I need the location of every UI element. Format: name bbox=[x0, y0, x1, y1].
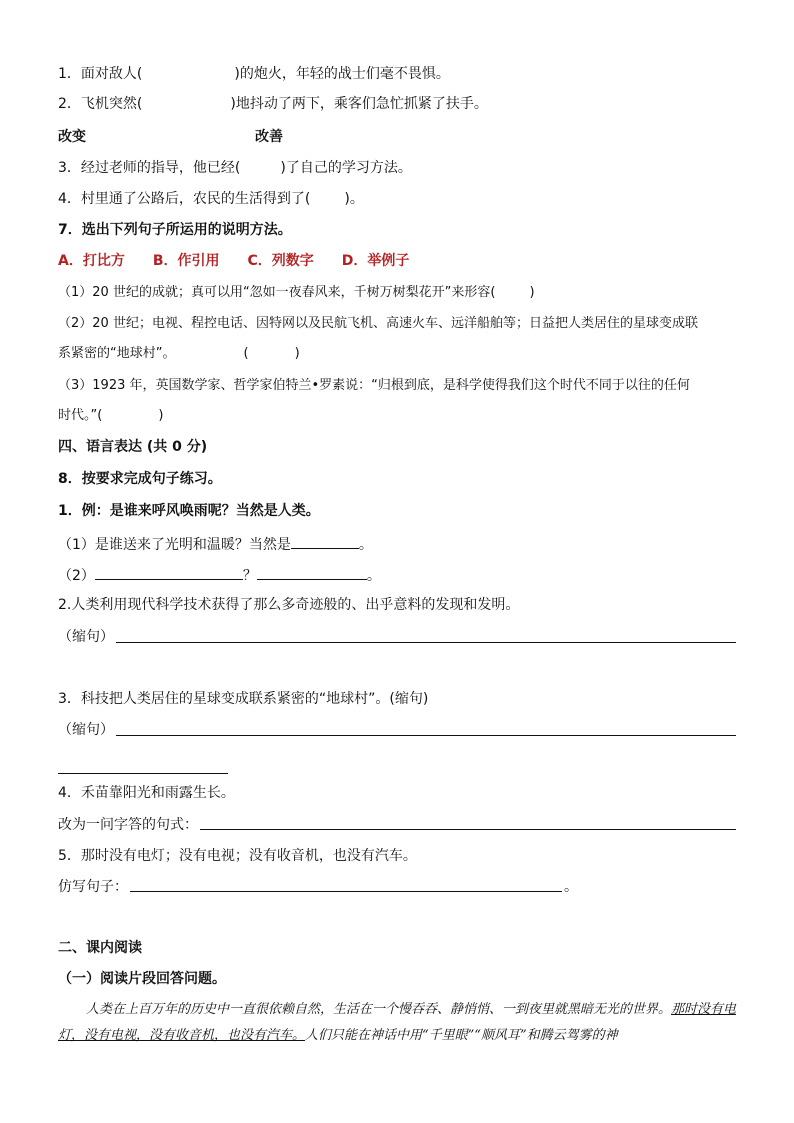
q7-item-3-close: ) bbox=[158, 408, 164, 423]
q7-item-2-line1: （2）20 世纪；电视、程控电话、因特网以及民航飞机、高速火车、远洋船舶等；日益把人类居住的星球变成联 bbox=[58, 316, 698, 331]
q7-title: 7．选出下列句子所运用的说明方法。 bbox=[58, 222, 292, 238]
section-4-title: 四、语言表达 (共 0 分) bbox=[58, 439, 208, 455]
q7-item-2-close: ) bbox=[294, 346, 300, 361]
q8-ex2-label: （2） bbox=[58, 568, 95, 584]
q8-s3-answer-line[interactable] bbox=[116, 735, 736, 736]
q5-s2-num: 2． bbox=[58, 96, 81, 112]
q5-s1-after: )的炮火，年轻的战士们毫不畏惧。 bbox=[234, 66, 450, 82]
q6-s4-before: 村里通了公路后，农民的生活得到了( bbox=[80, 191, 311, 207]
q8-s5-label: 仿写句子： bbox=[58, 879, 128, 895]
q7-item-1 bbox=[58, 283, 535, 303]
q8-s2-answer-line[interactable] bbox=[116, 642, 736, 643]
q6-sentence-3 bbox=[58, 158, 412, 178]
q8-ex1-blank[interactable] bbox=[291, 533, 359, 549]
q8-ex2-after: 。 bbox=[366, 568, 381, 584]
q7-item-1-close: ) bbox=[529, 285, 535, 300]
reading-passage bbox=[58, 997, 738, 1049]
q7-item-3-line2-text: 时代。”( bbox=[58, 408, 103, 423]
q8-example-1 bbox=[58, 533, 373, 555]
q7-item-2-line2 bbox=[58, 344, 300, 364]
q7-option-d[interactable]: D．举例子 bbox=[341, 253, 410, 269]
q6-s4-num: 4． bbox=[58, 191, 81, 207]
passage-underlined-sentence: 那时没有电灯，没有电视，没有收音机，也没有汽车。 bbox=[58, 1002, 737, 1043]
q6-s3-after: )了自己的学习方法。 bbox=[280, 160, 412, 176]
q7-item-2-open: ( bbox=[243, 346, 249, 361]
q8-title: 8．按要求完成句子练习。 bbox=[58, 471, 222, 487]
q7-item-2-line2-text: 系紧密的“地球村”。 bbox=[58, 346, 176, 361]
q8-sentence-3: 3．科技把人类居住的星球变成联系紧密的“地球村”。(缩句) bbox=[58, 691, 429, 707]
q8-s4-label: 改为一问字答的句式： bbox=[58, 817, 198, 833]
q6-s4-after: )。 bbox=[344, 191, 364, 207]
q5-s2-after: )地抖动了两下，乘客们急忙抓紧了扶手。 bbox=[230, 96, 488, 112]
q7-item-3-line1: （3）1923 年，英国数学家、哲学家伯特兰•罗素说：“归根到底，是科学使得我们这个时代不同于以往的任何 bbox=[58, 378, 690, 393]
q8-s4-answer-line[interactable] bbox=[200, 829, 736, 830]
q6-s3-num: 3． bbox=[58, 160, 81, 176]
q5-s2-before: 飞机突然( bbox=[80, 96, 143, 112]
q7-item-3-line2 bbox=[58, 406, 163, 426]
q8-s3-label: （缩句） bbox=[58, 722, 114, 738]
section-2-subtitle: （一）阅读片段回答问题。 bbox=[58, 971, 226, 987]
q5-sentence-2 bbox=[58, 94, 488, 114]
q8-sentence-2: 2.人类利用现代科学技术获得了那么多奇迹般的、出乎意料的发现和发明。 bbox=[58, 597, 520, 613]
q5-s1-num: 1． bbox=[58, 66, 81, 82]
q8-sentence-4: 4．禾苗靠阳光和雨露生长。 bbox=[58, 785, 235, 801]
passage-part-1: 人类在上百万年的历史中一直很依赖自然，生活在一个慢吞吞、静悄悄、一到夜里就黑暗无光的世界。 bbox=[86, 1002, 672, 1017]
q5-sentence-1 bbox=[58, 64, 450, 84]
q8-ex2-blank-1[interactable] bbox=[95, 564, 243, 580]
q8-example-2 bbox=[58, 564, 381, 586]
q8-example-title: 1．例：是谁来呼风唤雨呢？当然是人类。 bbox=[58, 503, 320, 519]
q7-option-a[interactable]: A．打比方 bbox=[58, 253, 125, 269]
q8-extra-answer-line[interactable] bbox=[58, 773, 228, 774]
q7-options bbox=[58, 251, 437, 271]
q8-ex2-blank-2[interactable] bbox=[257, 564, 367, 580]
passage-part-3: 人们只能在神话中用“千里眼”“顺风耳”和腾云驾雾的神 bbox=[305, 1028, 618, 1043]
q8-s5-answer-line[interactable] bbox=[130, 891, 562, 892]
q8-ex1-after: 。 bbox=[358, 537, 373, 553]
section-2-title: 二、课内阅读 bbox=[58, 940, 142, 956]
q7-item-1-text: （1）20 世纪的成就；真可以用“忽如一夜春风来，千树万树梨花开”来形容( bbox=[58, 285, 496, 300]
q8-sentence-5: 5．那时没有电灯；没有电视；没有收音机，也没有汽车。 bbox=[58, 848, 417, 864]
q7-option-c[interactable]: C．列数字 bbox=[247, 253, 314, 269]
q7-option-b[interactable]: B．作引用 bbox=[152, 253, 220, 269]
q6-sentence-4 bbox=[58, 189, 364, 209]
q8-ex2-mid: ？ bbox=[242, 568, 257, 584]
q8-ex1-before: （1）是谁送来了光明和温暖？当然是 bbox=[58, 537, 291, 553]
q6-word-1: 改变 bbox=[58, 129, 86, 145]
q8-s2-label: （缩句） bbox=[58, 629, 114, 645]
q5-s1-before: 面对敌人( bbox=[80, 66, 143, 82]
q6-word-2: 改善 bbox=[255, 129, 283, 145]
q6-s3-before: 经过老师的指导，他已经( bbox=[80, 160, 241, 176]
q8-s5-end: 。 bbox=[564, 879, 578, 895]
